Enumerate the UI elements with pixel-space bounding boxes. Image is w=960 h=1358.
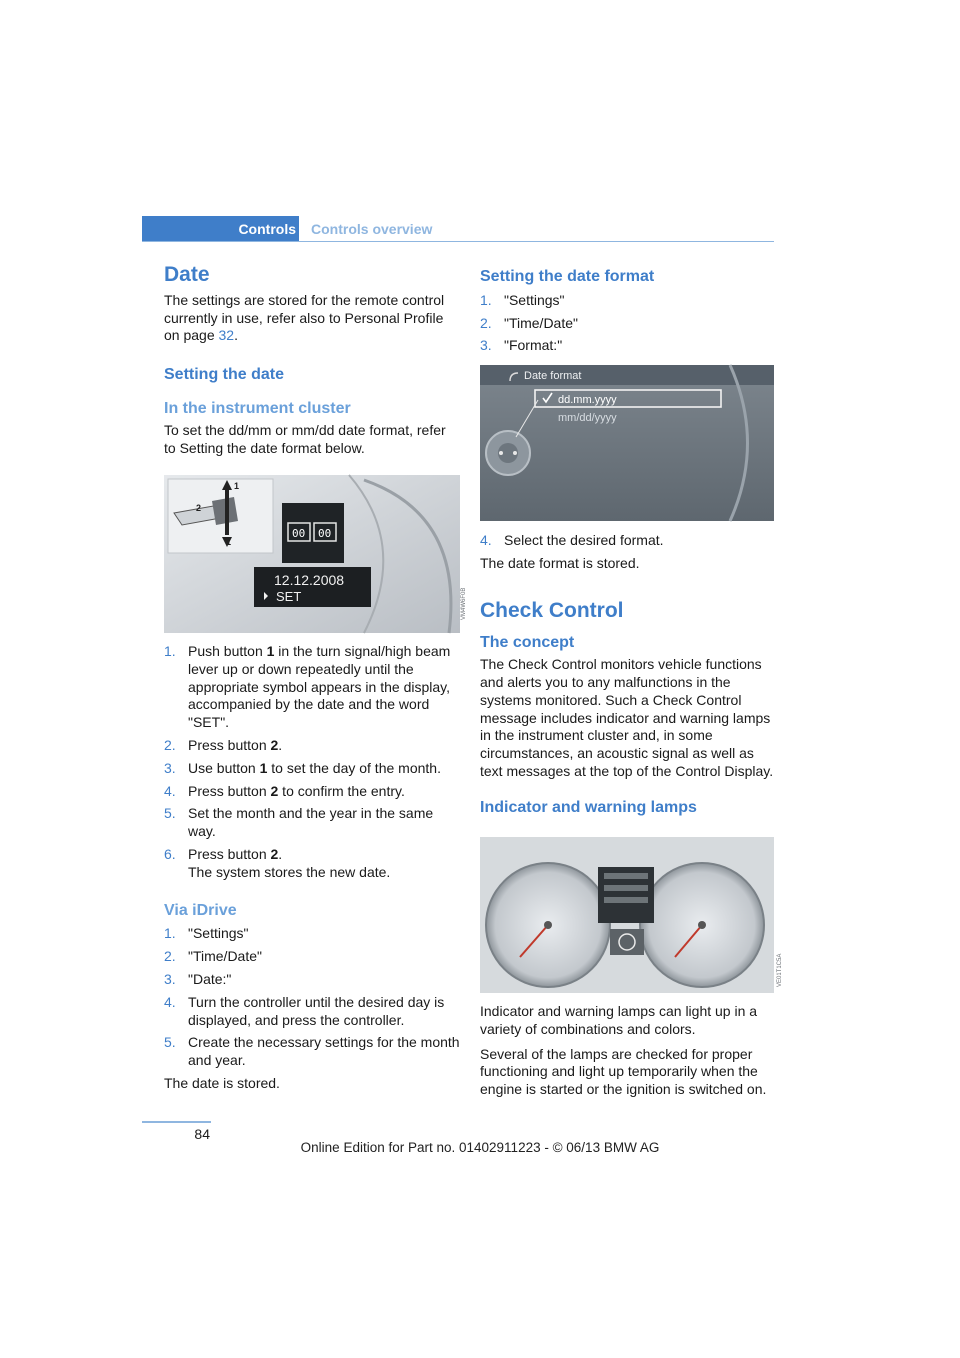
cluster-step: 6. Press button 2. The system stores the new date.	[164, 845, 391, 880]
cluster-step: 3. Use button 1 to set the day of the month.	[164, 759, 441, 776]
idrive-step: 2. "Time/Date"	[164, 948, 262, 965]
right-column-top	[480, 268, 774, 360]
footer-rule	[142, 1121, 211, 1123]
idrive-step: 4. Turn the controller until the desired day is displayed, and press the controller.	[164, 993, 445, 1028]
format-stored: The date format is stored.	[480, 554, 640, 571]
idrive-steps	[164, 925, 462, 1070]
footer-edition: Online Edition for Part no. 01402911223 - © 06/13 BMW AG	[300, 1140, 660, 1155]
warning-lamp-icon	[610, 929, 644, 955]
title-date: Date	[164, 263, 210, 286]
cluster-step: 5. Set the month and the year in the same way.	[164, 805, 434, 840]
lever-label-1a: 1	[234, 481, 240, 491]
figure-cluster-date	[164, 475, 467, 633]
cluster-step: 1. Push button 1 in the turn signal/high beam lever up or down repeatedly until the appropriate symbol appears in the display, accompanied by the date and the word "SET".	[164, 643, 451, 731]
right-column-lamps	[480, 1003, 774, 1099]
lamps-text-2: Several of the lamps are checked for proper functioning and light up temporarily when the engine is started or the ignition is switched on.	[480, 1045, 767, 1098]
format-option[interactable]: mm/dd/yyyy	[558, 412, 617, 424]
left-column-bottom	[164, 643, 462, 1093]
right-column-bottom	[480, 532, 774, 817]
heading-setting-format: Setting the date format	[480, 268, 655, 285]
format-steps	[480, 292, 774, 355]
control-display-illustration	[480, 365, 774, 521]
lamps-text-1: Indicator and warning lamps can light up in a variety of combinations and colors.	[480, 1003, 758, 1037]
heading-concept: The concept	[480, 634, 575, 652]
cluster-step: 2. Press button 2.	[164, 736, 283, 753]
format-step: 1. "Settings"	[480, 291, 565, 308]
format-step: 4. Select the desired format.	[480, 532, 664, 548]
cluster-intro: To set the dd/mm or mm/dd date format, refer to Setting the date format below.	[164, 421, 446, 456]
digits-a: 00	[292, 527, 306, 540]
format-step: 2. "Time/Date"	[480, 314, 578, 331]
cluster-date-illustration	[164, 475, 467, 633]
left-column-top	[164, 263, 460, 457]
cluster-code: VE01T1C5A	[777, 953, 783, 987]
display-set: SET	[276, 589, 302, 604]
concept-text: The Check Control monitors vehicle functions and alerts you to any malfunctions in the systems monitored. Such a Check Control message includes indicator and warning lamps in the instrument cluster and, in some circumstances, an acoustic signal as well as text messages at the top of the Control Display.	[480, 656, 774, 779]
cluster-step: 4. Press button 2 to confirm the entry.	[164, 782, 405, 799]
heading-via-idrive: Via iDrive	[164, 901, 237, 919]
title-check-control: Check Control	[480, 598, 624, 622]
display-date: 12.12.2008	[274, 572, 345, 588]
idrive-step: 5. Create the necessary settings for the month and year.	[164, 1034, 460, 1069]
digits-b: 00	[318, 527, 332, 540]
page-number: 84	[194, 1126, 210, 1142]
screen-title: Date format	[524, 370, 582, 382]
heading-setting-date: Setting the date	[164, 366, 285, 384]
cluster-steps	[164, 643, 462, 882]
figure-code: VM4W6F0B	[461, 587, 467, 620]
idrive-step: 3. "Date:"	[164, 970, 232, 987]
date-intro: The settings are stored for the remote control currently in use, refer also to Personal Profile on page 32.	[164, 291, 445, 344]
format-step-4	[480, 532, 774, 550]
heading-lamps: Indicator and warning lamps	[480, 798, 697, 816]
header-subsection: Controls overview	[311, 221, 433, 237]
date-stored: The date is stored.	[164, 1074, 280, 1091]
header-rule	[142, 241, 774, 242]
page-link[interactable]: 32	[218, 327, 235, 344]
heading-instrument-cluster: In the instrument cluster	[164, 399, 351, 417]
instrument-cluster-illustration	[480, 837, 783, 993]
idrive-step: 1. "Settings"	[164, 925, 249, 942]
lever-label-2: 2	[196, 503, 202, 513]
format-step: 3. "Format:"	[480, 337, 563, 354]
lever-label-1b: 1	[226, 537, 232, 547]
figure-instrument-cluster	[480, 837, 783, 993]
format-option-selected[interactable]: dd.mm.yyyy	[558, 394, 617, 406]
figure-date-format-screen	[480, 365, 774, 521]
header-section: Controls	[238, 221, 296, 237]
